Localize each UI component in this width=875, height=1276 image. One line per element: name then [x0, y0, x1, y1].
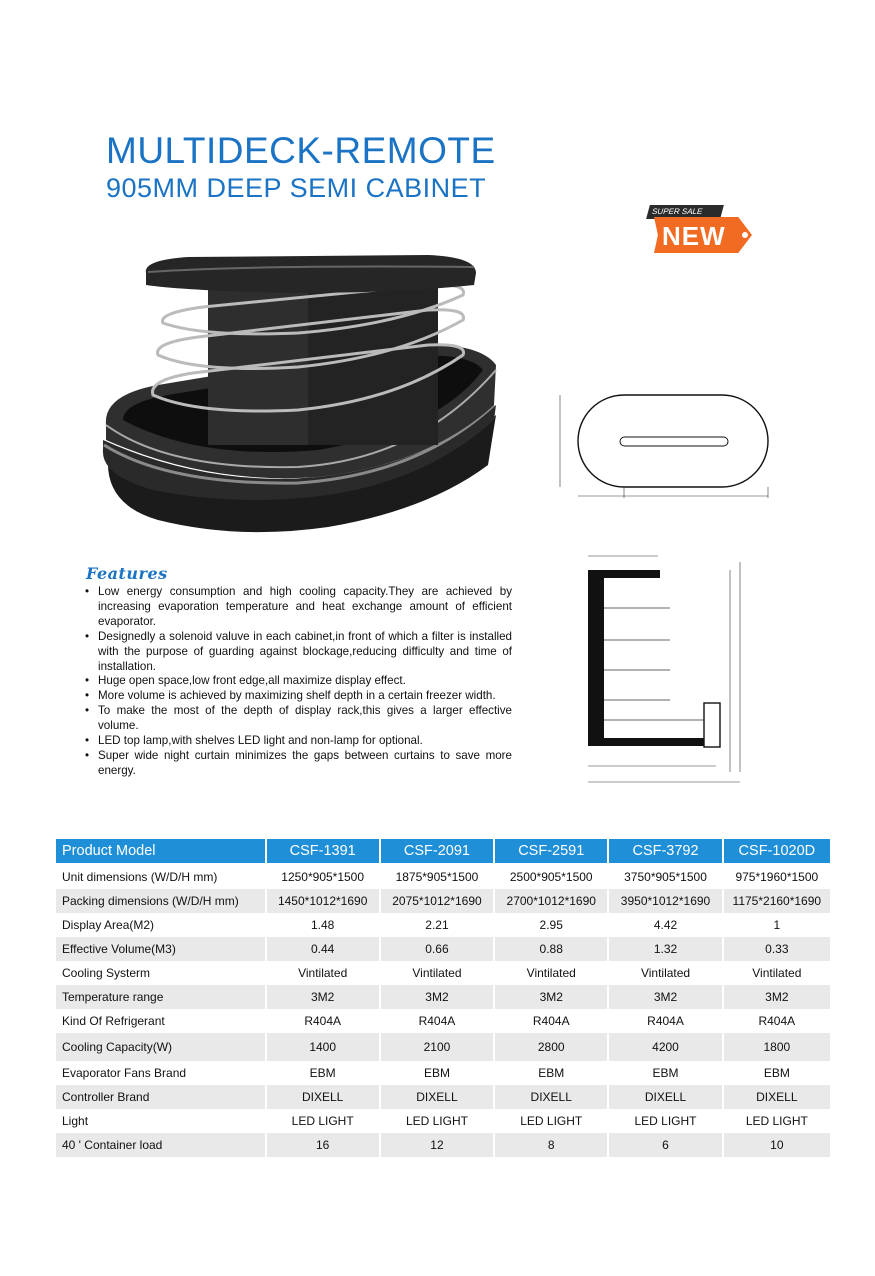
table-cell: EBM — [538, 1066, 565, 1080]
product-image — [98, 245, 510, 540]
table-cell: LED LIGHT — [745, 1114, 808, 1128]
spec-table — [54, 839, 832, 1157]
table-cell: 3M2 — [724, 985, 830, 1009]
table-cell: EBM — [652, 1066, 679, 1080]
table-cell: 16 — [267, 1133, 379, 1157]
feature-item: • LED top lamp,with shelves LED light and non-lamp for optional. — [84, 734, 512, 749]
row-label: Effective Volume(M3) — [56, 937, 265, 961]
table-cell: R404A — [647, 1014, 684, 1028]
table-header-row — [56, 839, 830, 865]
table-cell: 2100 — [381, 1033, 493, 1061]
table-cell: Vintilated — [298, 966, 348, 980]
feature-item: • More volume is achieved by maximizing shelf depth in a certain freezer width. — [84, 689, 512, 704]
table-cell: 4200 — [609, 1033, 721, 1061]
table-cell: Vintilated — [526, 966, 576, 980]
feature-item: • To make the most of the depth of display rack,this gives a larger effective volume. — [84, 704, 512, 734]
table-row — [56, 1061, 830, 1085]
table-row — [56, 1109, 830, 1133]
row-label: 40 ' Container load — [56, 1133, 265, 1157]
table-cell: EBM — [423, 1066, 450, 1080]
table-cell: 2500*905*1500 — [509, 870, 593, 884]
super-sale-tag: SUPER SALE — [646, 205, 724, 219]
column-header: CSF-1391 — [267, 839, 379, 865]
table-cell: DIXELL — [609, 1085, 721, 1109]
table-cell: 8 — [495, 1133, 607, 1157]
page-subtitle: 905MM DEEP SEMI CABINET — [106, 173, 487, 203]
features-list — [84, 585, 512, 779]
table-cell: R404A — [532, 1014, 570, 1028]
table-row — [56, 1133, 830, 1157]
feature-item: • Super wide night curtain minimizes the gaps between curtains to save more energy. — [84, 749, 512, 779]
column-header: Product Model — [56, 839, 265, 865]
table-cell: 1875*905*1500 — [395, 870, 479, 884]
table-cell: 3750*905*1500 — [624, 870, 707, 884]
table-cell: 2.21 — [425, 918, 449, 932]
column-header: CSF-2091 — [381, 839, 493, 865]
table-cell: 2.95 — [539, 918, 563, 932]
table-cell: 2800 — [495, 1033, 607, 1061]
row-label: Controller Brand — [56, 1085, 265, 1109]
table-cell: 0.66 — [381, 937, 493, 961]
table-cell: 3M2 — [381, 985, 493, 1009]
row-label: Packing dimensions (W/D/H mm) — [56, 889, 265, 913]
table-cell: 3M2 — [267, 985, 379, 1009]
column-header: CSF-2591 — [495, 839, 607, 865]
table-cell: 1450*1012*1690 — [267, 889, 379, 913]
column-header: CSF-3792 — [609, 839, 721, 865]
table-cell: 1 — [773, 918, 781, 932]
row-label: Cooling Capacity(W) — [56, 1033, 265, 1061]
table-cell: R404A — [758, 1014, 796, 1028]
side-view-drawing — [580, 548, 745, 788]
table-row — [56, 1033, 830, 1061]
row-label: Cooling Systerm — [62, 966, 151, 980]
table-cell: 1400 — [267, 1033, 379, 1061]
table-cell: 1175*2160*1690 — [724, 889, 830, 913]
table-row — [56, 1009, 830, 1033]
table-cell: 1250*905*1500 — [281, 870, 365, 884]
table-row — [56, 1085, 830, 1109]
feature-item: • Designedly a solenoid valuve in each cabinet,in front of which a filter is installed with the purpose of guarding against blockage,reducing difficulty and time of installation. — [84, 630, 512, 675]
table-cell: 3950*1012*1690 — [609, 889, 721, 913]
feature-item: • Huge open space,low front edge,all maximize display effect. — [84, 674, 512, 689]
badge-dot — [742, 232, 748, 238]
table-cell: 6 — [609, 1133, 721, 1157]
features-heading: Features — [86, 564, 168, 583]
new-badge — [648, 205, 764, 255]
column-header: CSF-1020D — [724, 839, 830, 865]
table-row — [56, 889, 830, 913]
table-cell: 1.48 — [310, 918, 335, 932]
table-cell: 3M2 — [495, 985, 607, 1009]
table-cell: Vintilated — [640, 966, 691, 980]
table-cell: LED LIGHT — [291, 1114, 354, 1128]
page-title: MULTIDECK-REMOTE — [106, 130, 496, 171]
table-cell: 2075*1012*1690 — [381, 889, 493, 913]
table-cell: 1.32 — [609, 937, 721, 961]
table-cell: DIXELL — [724, 1085, 830, 1109]
table-row — [56, 961, 830, 985]
table-cell: DIXELL — [381, 1085, 493, 1109]
table-cell: Vintilated — [752, 966, 802, 980]
table-cell: Vintilated — [412, 966, 462, 980]
table-cell: 12 — [381, 1133, 493, 1157]
table-cell: EBM — [763, 1066, 790, 1080]
new-label: NEW — [662, 221, 726, 251]
table-cell: 3M2 — [609, 985, 721, 1009]
table-cell: 1800 — [724, 1033, 830, 1061]
row-label: Light — [62, 1114, 89, 1128]
table-cell: R404A — [418, 1014, 456, 1028]
table-cell: R404A — [304, 1014, 342, 1028]
table-cell: 0.88 — [495, 937, 607, 961]
table-cell: 975*1960*1500 — [735, 870, 819, 884]
table-row — [56, 937, 830, 961]
table-cell: DIXELL — [495, 1085, 607, 1109]
table-row — [56, 985, 830, 1009]
table-row — [56, 913, 830, 937]
table-cell: LED LIGHT — [405, 1114, 468, 1128]
row-label: Kind Of Refrigerant — [62, 1014, 165, 1028]
table-cell: 0.44 — [267, 937, 379, 961]
table-row — [56, 865, 830, 889]
row-label: Temperature range — [56, 985, 265, 1009]
top-view-drawing — [556, 385, 796, 505]
feature-item: • Low energy consumption and high cooling capacity.They are achieved by increasing evaporation temperature and heat exchange amount of efficient evaporator. — [84, 585, 512, 630]
row-label: Evaporator Fans Brand — [62, 1066, 187, 1080]
row-label: Display Area(M2) — [62, 918, 155, 932]
table-cell: 2700*1012*1690 — [495, 889, 607, 913]
table-cell: LED LIGHT — [634, 1114, 697, 1128]
table-cell: 4.42 — [653, 918, 678, 932]
table-cell: EBM — [309, 1066, 336, 1080]
row-label: Unit dimensions (W/D/H mm) — [62, 870, 218, 884]
table-cell: LED LIGHT — [520, 1114, 583, 1128]
table-cell: DIXELL — [267, 1085, 379, 1109]
table-cell: 0.33 — [724, 937, 830, 961]
table-cell: 10 — [724, 1133, 830, 1157]
